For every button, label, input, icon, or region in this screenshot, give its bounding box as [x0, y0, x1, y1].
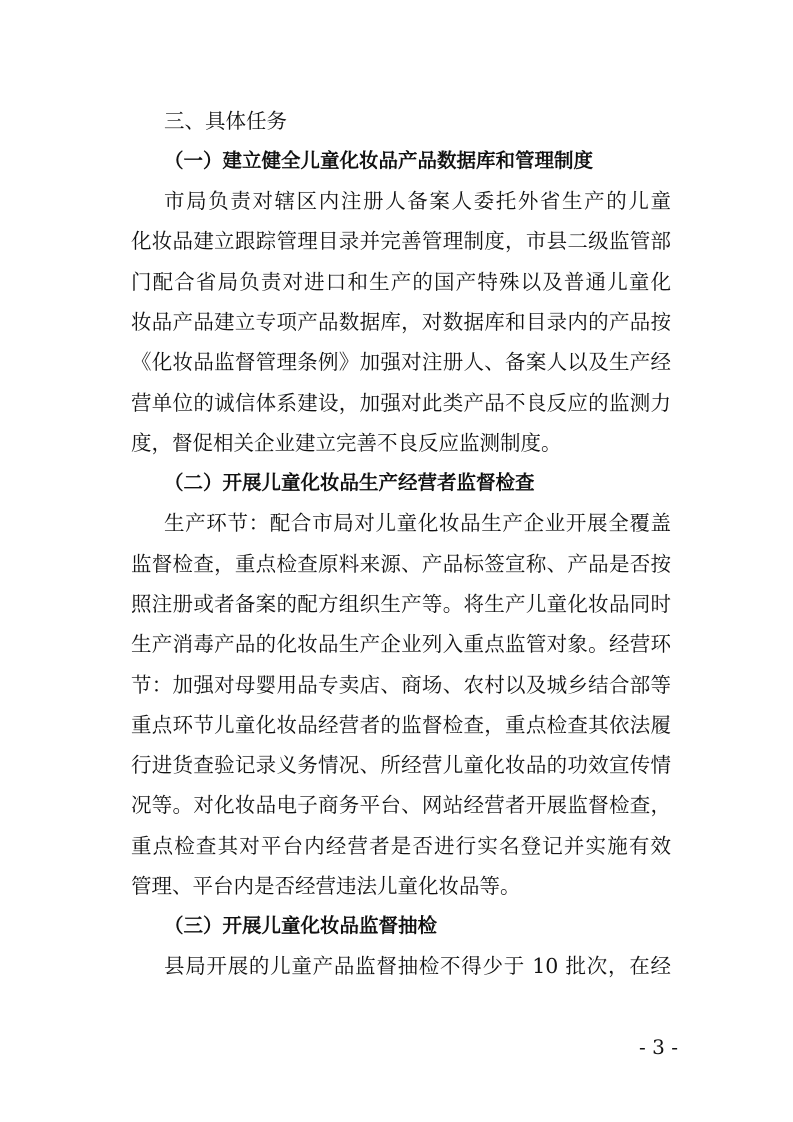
paragraph-line: 度，督促相关企业建立完善不良反应监测制度。 — [131, 431, 562, 455]
paragraph-line: 行进货查验记录义务情况、所经营儿童化妆品的功效宣传情 — [131, 753, 671, 777]
paragraph-line: 节：加强对母婴用品专卖店、商场、农村以及城乡结合部等 — [131, 673, 671, 697]
subsection-2-heading: （二）开展儿童化妆品生产经营者监督检查 — [164, 471, 535, 494]
paragraph-line: 照注册或者备案的配方组织生产等。将生产儿童化妆品同时 — [131, 592, 671, 616]
page-number: - 3 - — [639, 1035, 678, 1059]
paragraph-line: 重点环节儿童化妆品经营者的监督检查，重点检查其依法履 — [131, 713, 671, 737]
paragraph-line: 重点检查其对平台内经营者是否进行实名登记并实施有效 — [131, 834, 671, 858]
subsection-3-heading: （三）开展儿童化妆品监督抽检 — [164, 914, 438, 937]
paragraph-line: 生产消毒产品的化妆品生产企业列入重点监管对象。经营环 — [131, 632, 671, 656]
paragraph-line: 市局负责对辖区内注册人备案人委托外省生产的儿童 — [164, 189, 671, 213]
paragraph-line: 营单位的诚信体系建设，加强对此类产品不良反应的监测力 — [131, 391, 671, 415]
subsection-1-heading: （一）建立健全儿童化妆品产品数据库和管理制度 — [164, 149, 594, 172]
paragraph-line: 县局开展的儿童产品监督抽检不得少于 10 批次，在经 — [164, 954, 671, 978]
paragraph-line: 门配合省局负责对进口和生产的国产特殊以及普通儿童化 — [131, 270, 671, 294]
paragraph-line: 况等。对化妆品电子商务平台、网站经营者开展监督检查， — [131, 793, 671, 817]
paragraph-line: 管理、平台内是否经营违法儿童化妆品等。 — [131, 874, 521, 898]
section-heading: 三、具体任务 — [164, 109, 287, 133]
paragraph-line: 化妆品建立跟踪管理目录并完善管理制度，市县二级监管部 — [131, 229, 671, 253]
paragraph-line: 生产环节：配合市局对儿童化妆品生产企业开展全覆盖 — [164, 511, 671, 535]
paragraph-line: 《化妆品监督管理条例》加强对注册人、备案人以及生产经 — [131, 350, 671, 374]
paragraph-line: 监督检查，重点检查原料来源、产品标签宣称、产品是否按 — [131, 552, 671, 576]
paragraph-line: 妆品产品建立专项产品数据库，对数据库和目录内的产品按 — [131, 310, 671, 334]
